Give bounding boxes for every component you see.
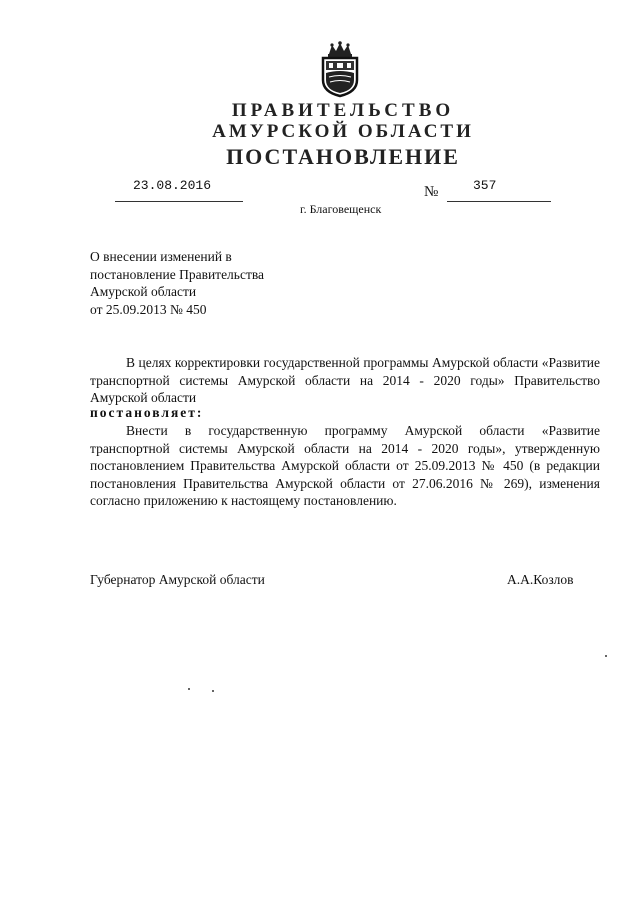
number-sign: № [424,184,439,200]
subject-line: от 25.09.2013 № 450 [90,301,207,317]
scan-speck [212,690,214,692]
clause-paragraph: Внести в государственную программу Амурской области «Развитие транспортной системы Амурской области на 2014 - 2020 годы», утвержденную постановлением Правительства Амурской области от 25.09.2013 № 450 (в редакции постановления Правительства Амурской области от 27.06.2016 № 269), изменения согласно приложению к настоящему постановлению. [90,423,600,508]
document-number: 357 [473,178,497,193]
subject-line: постановление Правительства [90,266,265,282]
document-date: 23.08.2016 [133,178,212,193]
signatory-name: А.А.Козлов [507,572,574,587]
document-subject [90,248,264,318]
scan-speck [188,688,190,690]
number-underline [447,201,551,202]
region-title: АМУРСКОЙ ОБЛАСТИ [212,121,474,142]
government-title: ПРАВИТЕЛЬСТВО [231,100,455,121]
city: г. Благовещенск [300,202,382,216]
amur-region-coat-of-arms-icon [317,40,363,98]
scan-speck [605,655,607,657]
subject-line: Амурской области [90,284,197,299]
document-type: ПОСТАНОВЛЕНИЕ [226,144,460,169]
signatory-title: Губернатор Амурской области [90,572,265,587]
resolves-word: постановляет: [90,405,204,420]
date-underline [115,201,243,202]
subject-line: О внесении изменений в [90,249,232,264]
preamble-paragraph: В целях корректировки государственной программы Амурской области «Развитие транспортной системы Амурской области на 2014 - 2020 годы» Правительство Амурской области [90,355,600,405]
